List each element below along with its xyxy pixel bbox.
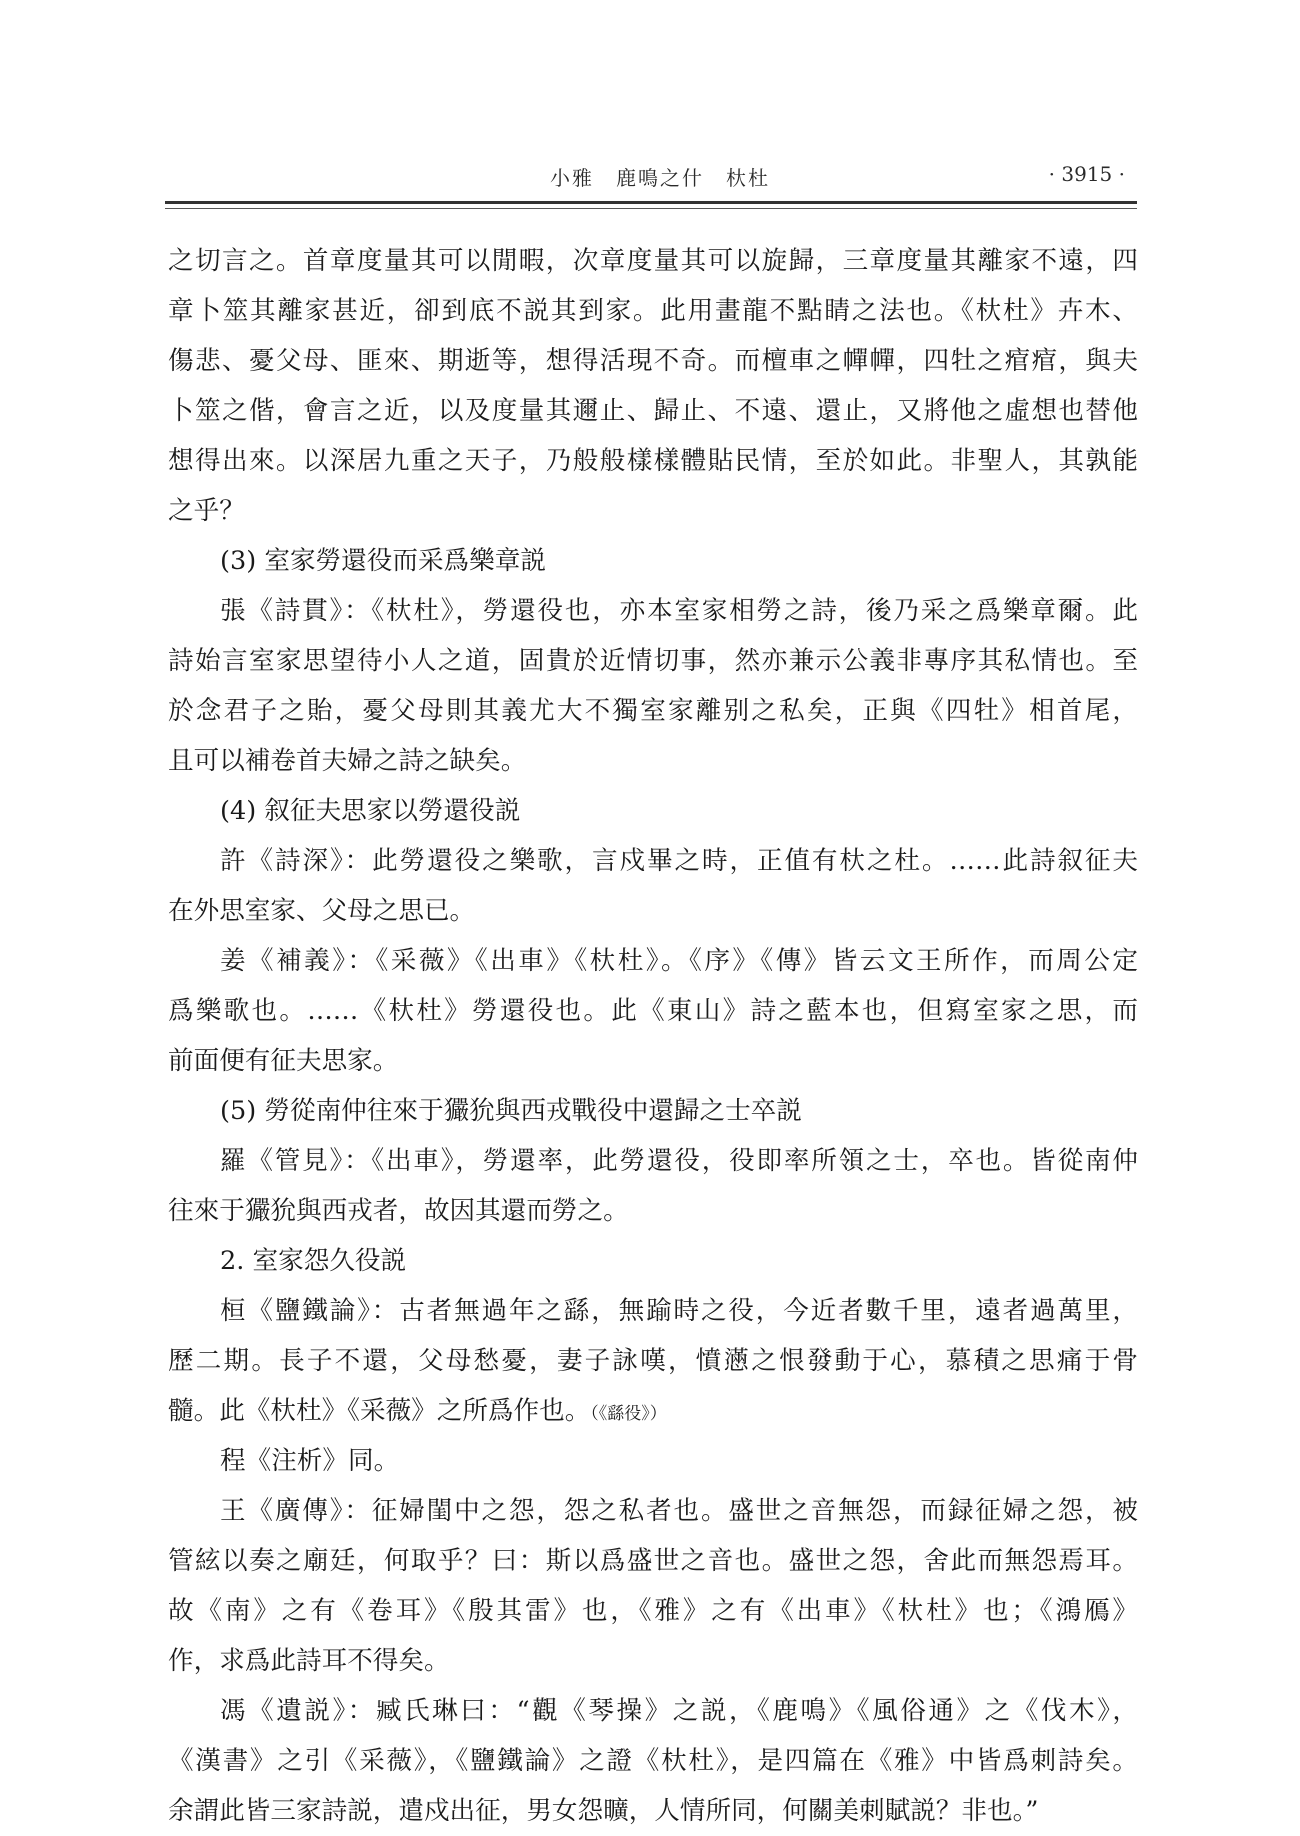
page-number: · 3915 · bbox=[1048, 162, 1125, 186]
text-line: 余謂此皆三家詩説，遣戍出征，男女怨曠，人情所同，何關美刺賦説？非也。” bbox=[168, 1796, 1039, 1826]
text-line: 之切言之。首章度量其可以閒暇，次章度量其可以旋歸，三章度量其離家不遠，四 bbox=[168, 246, 1138, 276]
text-line: 許《詩深》：此勞還役之樂歌，言戍畢之時，正值有杕之杜。……此詩叙征夫 bbox=[220, 846, 1138, 876]
section-heading: (4) 叙征夫思家以勞還役説 bbox=[220, 796, 521, 826]
text-line: 詩始言室家思望待小人之道，固貴於近情切事，然亦兼示公義非專序其私情也。至 bbox=[168, 646, 1138, 676]
text-line: 在外思室家、父母之思已。 bbox=[168, 896, 476, 926]
source-note: （《繇役》） bbox=[590, 1404, 667, 1424]
text-line: 馮《遺説》：臧氏琳曰：“觀《琴操》之説，《鹿鳴》《風俗通》之《伐木》， bbox=[220, 1696, 1138, 1726]
text-line: 姜《補義》：《采薇》《出車》《杕杜》。《序》《傳》皆云文王所作，而周公定 bbox=[220, 946, 1138, 976]
section-heading: (3) 室家勞還役而采爲樂章説 bbox=[220, 546, 546, 576]
text-line: 羅《管見》：《出車》，勞還率，此勞還役，役即率所領之士，卒也。皆從南仲 bbox=[220, 1146, 1138, 1176]
section-heading: (5) 勞從南仲往來于玁狁與西戎戰役中還歸之士卒説 bbox=[220, 1096, 802, 1126]
text-line bbox=[168, 1386, 1138, 1436]
page-header bbox=[165, 162, 1145, 202]
text-line: 卜筮之偕，會言之近，以及度量其邇止、歸止、不遠、還止，又將他之虛想也替他 bbox=[168, 396, 1138, 426]
text-line: 章卜筮其離家甚近，卻到底不説其到家。此用畫龍不點睛之法也。《杕杜》卉木、 bbox=[168, 296, 1138, 326]
text-line: 作，求爲此詩耳不得矣。 bbox=[168, 1646, 450, 1676]
text-line: 爲樂歌也。……《杕杜》勞還役也。此《東山》詩之藍本也，但寫室家之思，而 bbox=[168, 996, 1138, 1026]
text-line: 程《注析》同。 bbox=[220, 1446, 400, 1476]
text-line: 之乎？ bbox=[168, 496, 245, 526]
running-title: 小雅 鹿鳴之什 杕杜 bbox=[550, 166, 770, 190]
text-line: 往來于玁狁與西戎者，故因其還而勞之。 bbox=[168, 1196, 629, 1226]
text-line: 故《南》之有《卷耳》《殷其雷》也，《雅》之有《出車》《杕杜》也；《鴻鴈》 bbox=[168, 1596, 1138, 1626]
header-rule bbox=[165, 201, 1137, 204]
text-span: 髓。此《杕杜》《采薇》之所爲作也。 bbox=[168, 1396, 591, 1426]
text-line: 於念君子之貽，憂父母則其義尤大不獨室家離别之私矣，正與《四牡》相首尾， bbox=[168, 696, 1138, 726]
text-line: 張《詩貫》：《杕杜》，勞還役也，亦本室家相勞之詩，後乃采之爲樂章爾。此 bbox=[220, 596, 1138, 626]
header-rule-thin bbox=[165, 208, 1137, 209]
text-line: 《漢書》之引《采薇》，《鹽鐵論》之證《杕杜》，是四篇在《雅》中皆爲刺詩矣。 bbox=[168, 1746, 1138, 1776]
text-line: 管絃以奏之廟廷，何取乎？曰：斯以爲盛世之音也。盛世之怨，舍此而無怨焉耳。 bbox=[168, 1546, 1138, 1576]
text-line: 且可以補卷首夫婦之詩之缺矣。 bbox=[168, 746, 527, 776]
text-line: 前面便有征夫思家。 bbox=[168, 1046, 399, 1076]
body-text bbox=[168, 236, 1138, 1836]
text-line: 歷二期。長子不還，父母愁憂，妻子詠嘆，憤懣之恨發動于心，慕積之思痛于骨 bbox=[168, 1346, 1138, 1376]
text-line: 傷悲、憂父母、匪來、期逝等，想得活現不奇。而檀車之幝幝，四牡之痯痯，與夫 bbox=[168, 346, 1138, 376]
text-line: 想得出來。以深居九重之天子，乃般般樣樣體貼民情，至於如此。非聖人，其孰能 bbox=[168, 446, 1138, 476]
section-heading: 2. 室家怨久役説 bbox=[220, 1246, 407, 1276]
text-line: 王《廣傳》：征婦閨中之怨，怨之私者也。盛世之音無怨，而録征婦之怨，被 bbox=[220, 1496, 1138, 1526]
text-line: 桓《鹽鐵論》：古者無過年之繇，無踰時之役，今近者數千里，遠者過萬里， bbox=[220, 1296, 1138, 1326]
